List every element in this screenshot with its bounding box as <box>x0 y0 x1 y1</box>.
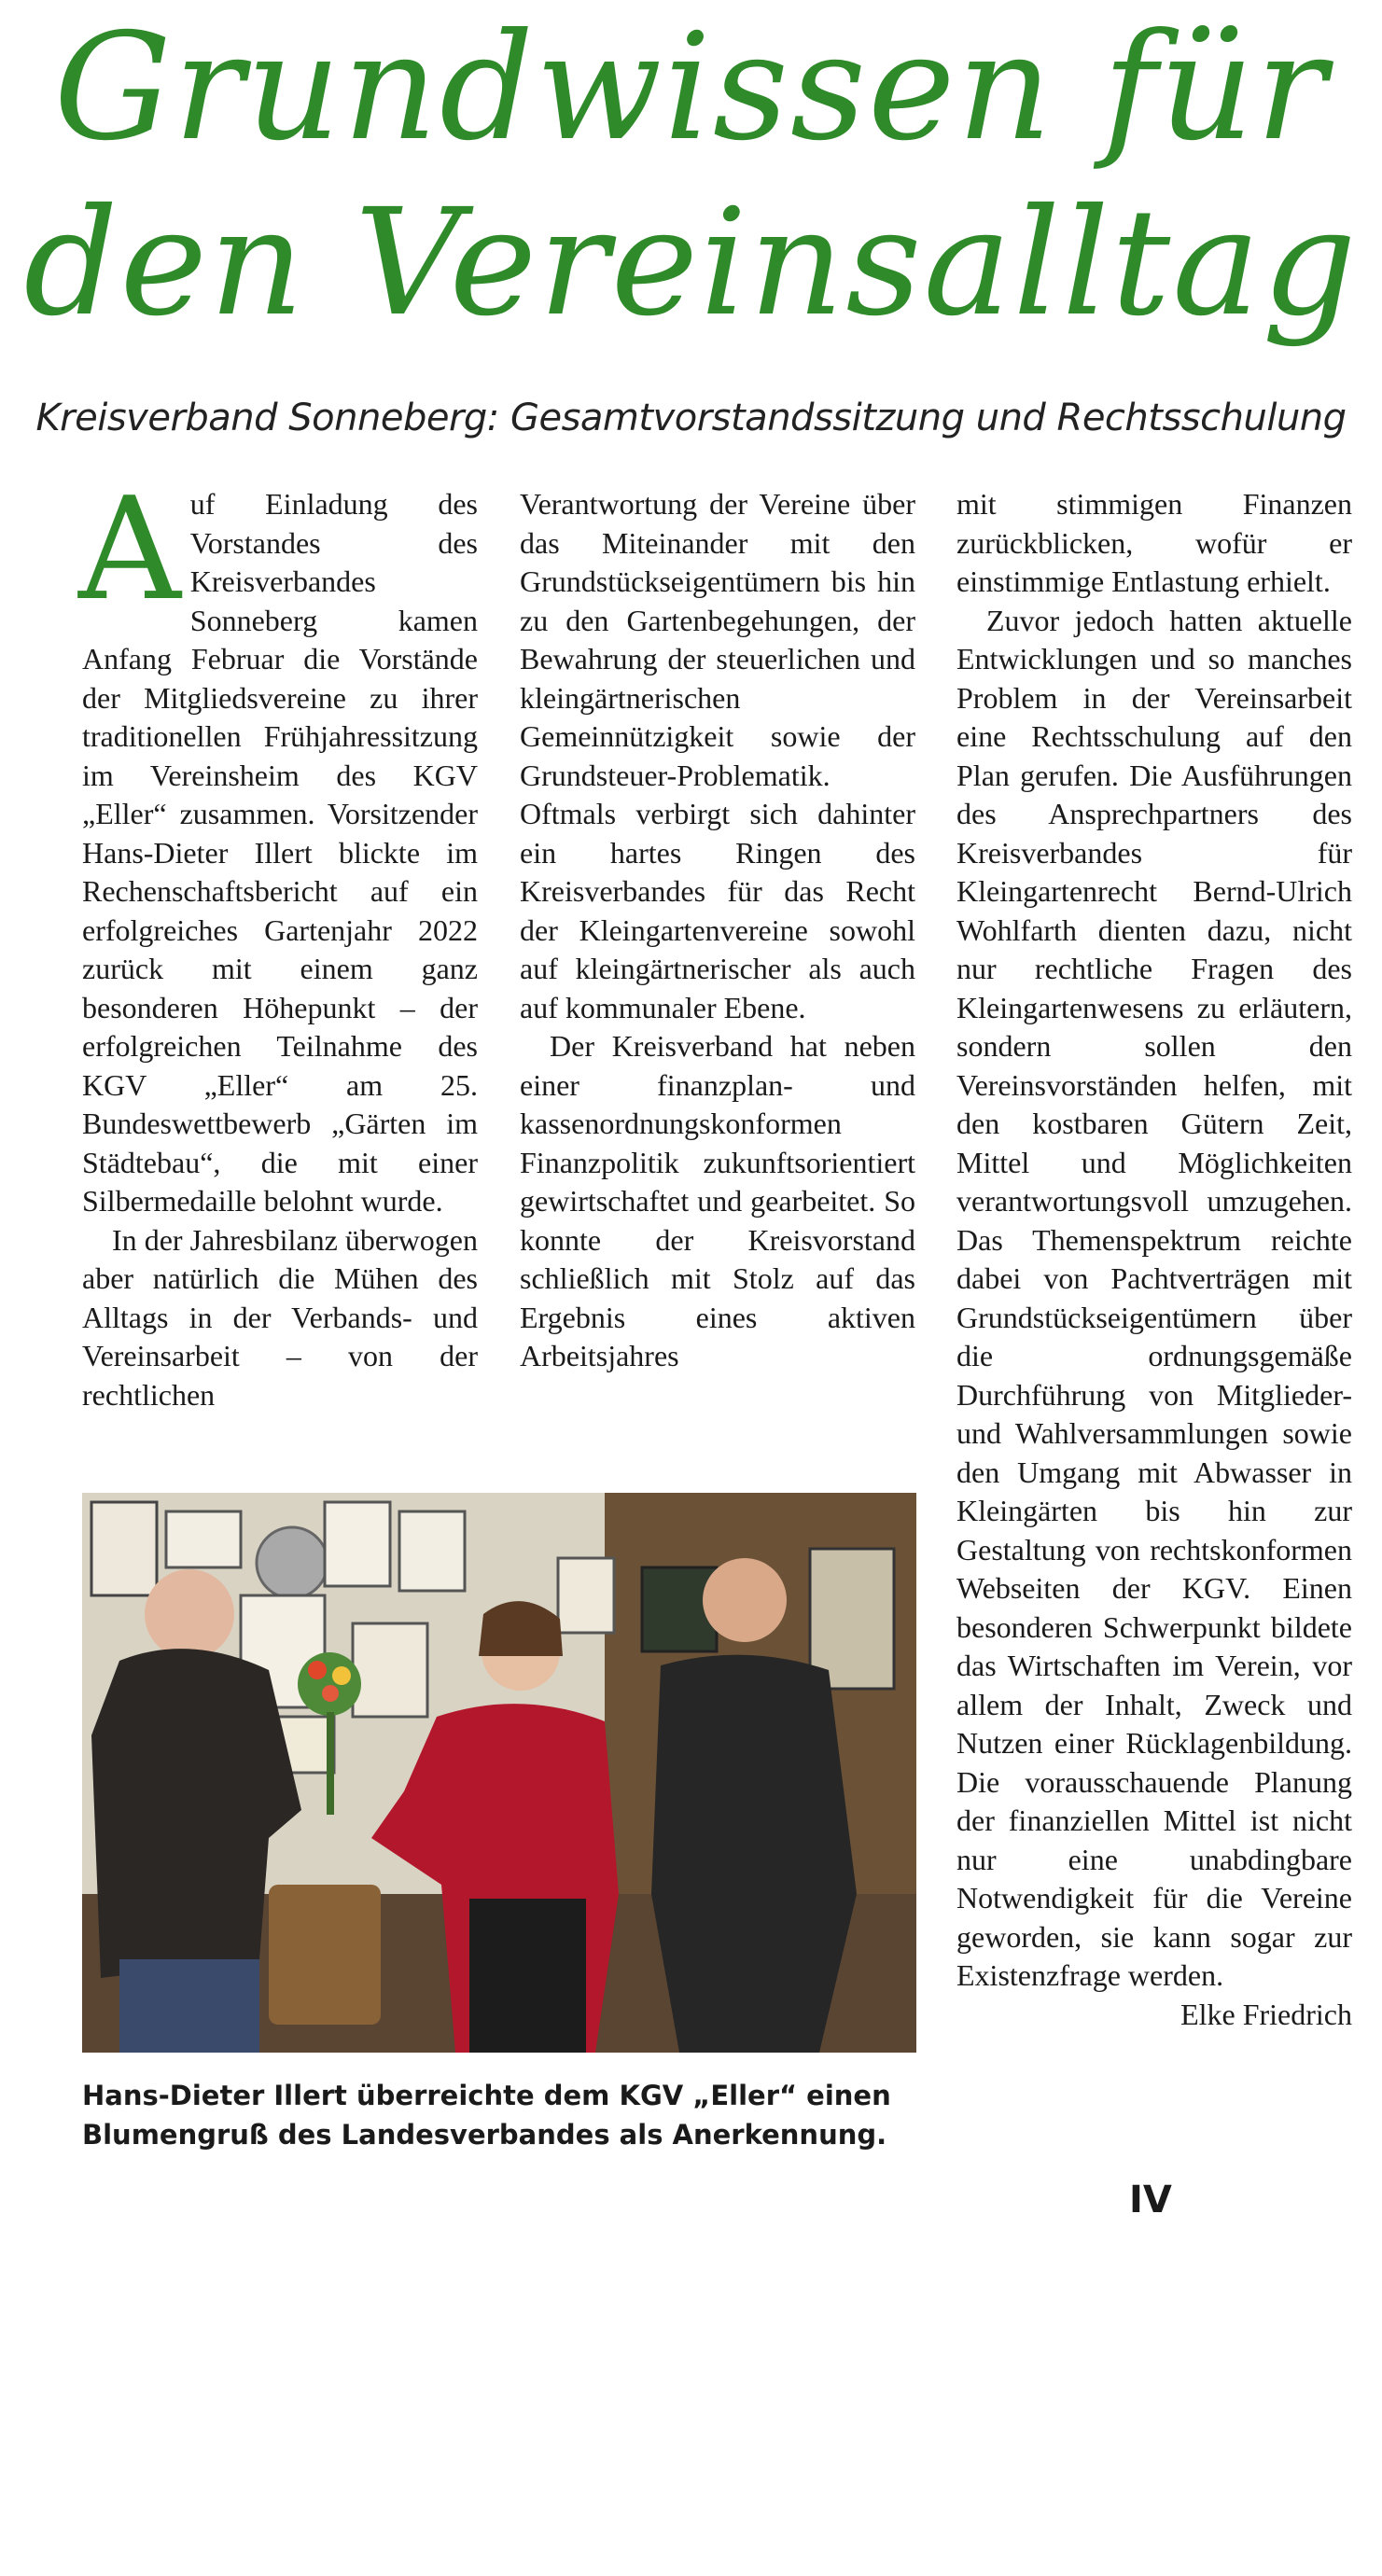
photo-man-right-head <box>703 1558 787 1642</box>
photo-man-left-head <box>145 1569 234 1659</box>
photo-frame <box>353 1623 427 1717</box>
photo-illustration <box>82 1493 916 2053</box>
column-1 <box>78 466 478 1414</box>
photo-chair <box>269 1885 381 2025</box>
paragraph-6-text: Zuvor jedoch hatten aktuelle Entwicklungen und so manches Problem in der Vereinsarbeit eine Rechtsschulung auf den Plan gerufen. Die Ausführungen des Ansprechpartners des Kreisverbandes für Kleingartenrecht Bernd-Ulrich Wohlfarth dienten dazu, nicht nur rechtliche Fragen des Kleingartenwesens zu erläutern, sondern sollen den Vereinsvorständen helfen, mit den kostbaren Gütern Zeit, Mittel und Möglichkeiten verantwortungsvoll umzugehen. Das Themenspektrum reichte dabei von Pachtverträgen mit Grundstückseigentümern über die ordnungsgemäße Durchführung von Mitglieder- und Wahlversammlungen sowie den Umgang mit Abwasser in Kleingärten bis hin zur Gestaltung von rechtskonformen Webseiten der KGV. Einen besonderen Schwerpunkt bildete das Wirtschaften im Verein, vor allem der Inhalt, Zweck und Nutzen einer Rücklagenbildung. Die vorausschauende Planung der finanziellen Mittel ist nicht nur eine unabdingbare Notwendigkeit für die Vereine geworden, sie kann sogar zur Existenzfrage werden. <box>956 603 1352 1992</box>
column-3 <box>956 485 1352 2034</box>
paragraph-6 <box>956 602 1352 2031</box>
drop-cap: A <box>78 466 181 632</box>
photo-plate <box>257 1527 328 1598</box>
photo-man-right-sweater <box>651 1655 857 2053</box>
photo-frame <box>166 1511 241 1567</box>
photo-bouquet <box>298 1652 361 1716</box>
paragraph-2: In der Jahresbilanz überwogen aber natürlich die Mühen des Alltags in der Verbands- und Vereinsarbeit – von der rechtlichen <box>82 1222 478 1412</box>
photo-window <box>810 1549 894 1689</box>
photo-flower <box>308 1661 327 1679</box>
headline <box>0 0 1382 351</box>
photo-woman-skirt <box>469 1899 586 2053</box>
headline-line-1: Grundwissen für <box>53 2 1329 174</box>
paragraph-1 <box>78 466 478 1221</box>
article-photo <box>82 1493 916 2053</box>
author: Elke Friedrich <box>1180 1997 1352 2031</box>
photo-frame <box>91 1502 157 1595</box>
photo-caption: Hans-Dieter Illert überreichte dem KGV „Eller“ einen Blumengruß des Landesverbandes als Anerkennung. <box>82 2080 891 2151</box>
column-2 <box>520 485 915 1376</box>
photo-man-left-jeans <box>119 1959 259 2053</box>
paragraph-4: Der Kreisverband hat neben einer finanzplan- und kassenordnungskonformen Finanzpolitik zukunftsorientiert gewirtschaftet und gearbeitet. So konnte der Kreisvorstand schließlich mit Stolz auf das Ergebnis eines aktiven Arbeitsjahres <box>520 1029 915 1372</box>
photo-flower <box>332 1666 351 1685</box>
paragraph-3: Verantwortung der Vereine über das Miteinander mit den Grundstückseigentümern bis hin zu den Gartenbegehungen, der Bewahrung der steuerlichen und kleingärtnerischen Gemeinnützigkeit sowie der Grundsteuer-Problematik. Oftmals verbirgt sich dahinter ein hartes Ringen des Kreisverbandes für das Recht der Kleingartenvereine sowohl auf kleingärtnerischer als auch auf kommunaler Ebene. <box>520 487 915 1024</box>
page-number: IV <box>1129 2179 1172 2221</box>
photo-frame <box>399 1511 465 1591</box>
photo-frame <box>558 1558 614 1633</box>
paragraph-1-text: uf Einladung des Vorstandes des Kreisverbandes Sonneberg kamen Anfang Februar die Vorstände der Mitgliedsvereine zu ihrer traditionellen Frühjahressitzung im Vereinsheim des KGV „Eller“ zusammen. Vorsitzender Hans-Dieter Illert blickte im Rechenschaftsbericht auf ein erfolgreiches Gartenjahr 2022 zurück mit einem ganz besonderen Höhepunkt – der erfolgreichen Teilnahme des KGV „Eller“ am 25. Bundeswettbewerb „Gärten im Städtebau“, die mit einer Silbermedaille belohnt wurde. <box>82 487 478 1218</box>
subheadline: Kreisverband Sonneberg: Gesamtvorstandssitzung und Rechtsschulung <box>35 397 1347 439</box>
photo-bouquet-stem <box>327 1712 334 1815</box>
photo-frame <box>325 1502 390 1586</box>
photo-flower <box>322 1685 339 1702</box>
paragraph-5: mit stimmigen Finanzen zurückblicken, wofür er einstimmige Entlastung erhielt. <box>956 487 1352 598</box>
headline-line-2: den Vereinsalltag <box>23 177 1359 349</box>
